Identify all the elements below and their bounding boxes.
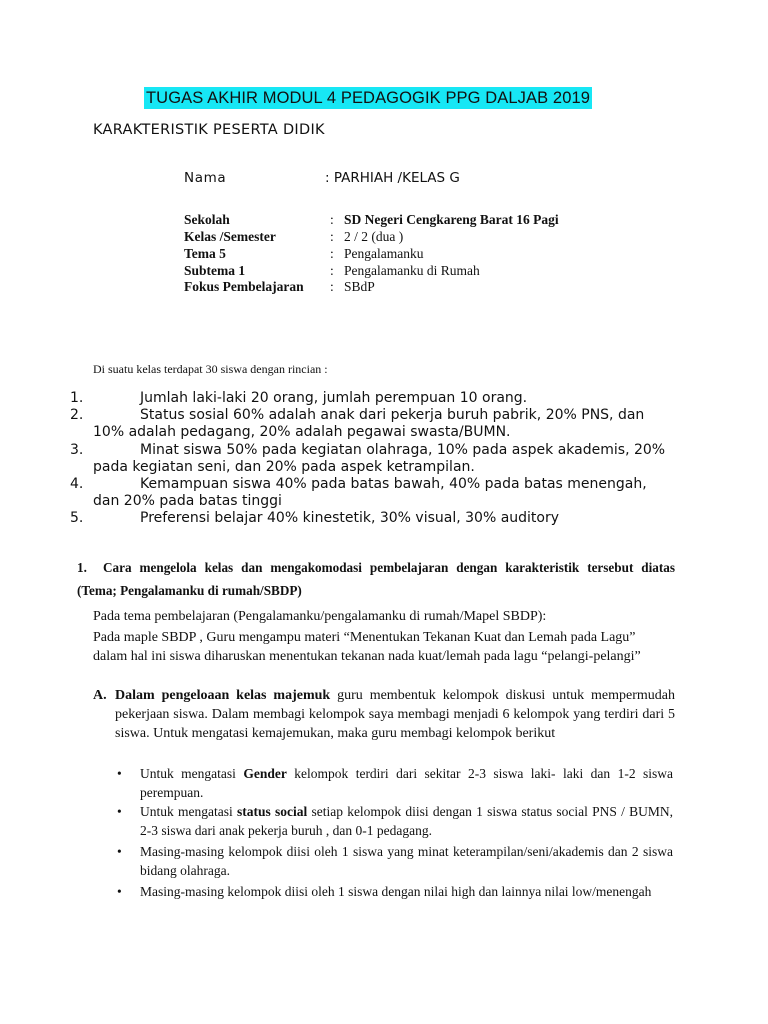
bullet-item bbox=[117, 882, 673, 901]
info-colon: : bbox=[330, 246, 334, 261]
info-value: Pengalamanku bbox=[344, 246, 424, 261]
section-a-heading: Dalam pengeloaan kelas majemuk bbox=[115, 688, 331, 703]
list-text: Minat siswa 50% pada kegiatan olahraga, 10% pada aspek akademis, 20% pada kegiatan seni, dan 20% pada aspek ketrampilan. bbox=[93, 442, 666, 475]
info-colon: : bbox=[330, 263, 334, 278]
info-label: Kelas /Semester bbox=[184, 229, 276, 244]
info-value: SD Negeri Cengkareng Barat 16 Pagi bbox=[344, 212, 559, 227]
question-text: Cara mengelola kelas dan mengakomodasi pembelajaran dengan karakteristik tersebut diatas (Tema; Pengalamanku di rumah/SBDP) bbox=[77, 560, 675, 598]
list-number: 3. bbox=[70, 442, 84, 458]
question-heading bbox=[77, 556, 675, 602]
bullet-item bbox=[117, 842, 673, 880]
bullet-text bbox=[117, 842, 673, 880]
section-a-letter: A. bbox=[93, 688, 107, 703]
list-item bbox=[70, 476, 668, 510]
intro-text: Di suatu kelas terdapat 30 siswa dengan rincian : bbox=[93, 362, 328, 376]
paragraph-tema: Pada tema pembelajaran (Pengalamanku/pengalamanku di rumah/Mapel SBDP): bbox=[93, 609, 547, 624]
question-number: 1. bbox=[77, 560, 87, 575]
list-item bbox=[70, 390, 668, 407]
info-label: Fokus Pembelajaran bbox=[184, 279, 304, 294]
info-label: Subtema 1 bbox=[184, 263, 246, 278]
list-text: Jumlah laki-laki 20 orang, jumlah perempuan 10 orang. bbox=[140, 390, 528, 406]
bullet-text bbox=[117, 764, 673, 802]
info-colon: : bbox=[330, 279, 334, 294]
document-subtitle: KARAKTERISTIK PESERTA DIDIK bbox=[93, 122, 325, 138]
bullet-icon: • bbox=[117, 884, 122, 899]
info-label: Sekolah bbox=[184, 212, 230, 227]
section-a-text: guru membentuk kelompok diskusi untuk mempermudah pekerjaan siswa. Dalam membagi kelompok saya membagi menjadi 6 kelompok yang terdiri dari 5 siswa. Untuk mengatasi kemajemukan, maka guru membagi kelompok berikut bbox=[115, 688, 675, 741]
list-text: Kemampuan siswa 40% pada batas bawah, 40% pada batas menengah, dan 20% pada batas tinggi bbox=[93, 476, 647, 509]
nama-value: : PARHIAH /KELAS G bbox=[325, 170, 460, 186]
list-number: 4. bbox=[70, 476, 84, 492]
list-item bbox=[70, 442, 668, 476]
info-colon: : bbox=[330, 229, 334, 244]
bullet-text bbox=[117, 802, 673, 840]
bullet-pre: Untuk mengatasi bbox=[140, 766, 244, 781]
info-colon: : bbox=[330, 212, 334, 227]
bullet-pre: Untuk mengatasi bbox=[140, 804, 237, 819]
section-a-body bbox=[93, 686, 675, 743]
bullet-post: kelompok terdiri dari sekitar 2-3 siswa laki- laki dan 1-2 siswa perempuan. bbox=[140, 766, 673, 800]
bullet-bold: Gender bbox=[243, 766, 287, 781]
info-label: Tema 5 bbox=[184, 246, 226, 261]
list-item bbox=[70, 510, 668, 527]
info-value: Pengalamanku di Rumah bbox=[344, 263, 480, 278]
bullet-pre: Masing-masing kelompok diisi oleh 1 siswa dengan nilai high dan lainnya nilai low/menengah bbox=[140, 884, 652, 899]
bullet-post: setiap kelompok diisi dengan 1 siswa status social PNS / BUMN, 2-3 siswa dari anak pekerja buruh , dan 0-1 pedagang. bbox=[140, 804, 673, 838]
bullet-icon: • bbox=[117, 766, 122, 781]
list-number: 5. bbox=[70, 510, 84, 526]
nama-label: Nama bbox=[184, 170, 227, 186]
bullet-icon: • bbox=[117, 804, 122, 819]
section-a bbox=[93, 686, 675, 743]
list-item bbox=[70, 407, 668, 441]
info-value: 2 / 2 (dua ) bbox=[344, 229, 404, 244]
list-number: 1. bbox=[70, 390, 84, 406]
list-text: Preferensi belajar 40% kinestetik, 30% visual, 30% auditory bbox=[140, 510, 560, 526]
bullet-pre: Masing-masing kelompok diisi oleh 1 siswa yang minat keterampilan/seni/akademis dan 2 siswa bidang olahraga. bbox=[140, 844, 673, 878]
document-title: TUGAS AKHIR MODUL 4 PEDAGOGIK PPG DALJAB 2019 bbox=[146, 89, 591, 107]
info-value: SBdP bbox=[344, 279, 375, 294]
list-number: 2. bbox=[70, 407, 84, 423]
bullet-bold: status social bbox=[236, 804, 308, 819]
bullet-text bbox=[117, 882, 673, 901]
bullet-icon: • bbox=[117, 844, 122, 859]
bullet-item bbox=[117, 802, 673, 840]
bullet-item bbox=[117, 764, 673, 802]
paragraph-materi: Pada maple SBDP , Guru mengampu materi “Menentukan Tekanan Kuat dan Lemah pada Lagu” dalam hal ini siswa diharuskan menentukan tekanan nada kuat/lemah pada lagu “pelangi-pelangi” bbox=[93, 630, 641, 664]
list-text: Status sosial 60% adalah anak dari pekerja buruh pabrik, 20% PNS, dan 10% adalah pedagang, 20% adalah pegawai swasta/BUMN. bbox=[93, 407, 645, 440]
